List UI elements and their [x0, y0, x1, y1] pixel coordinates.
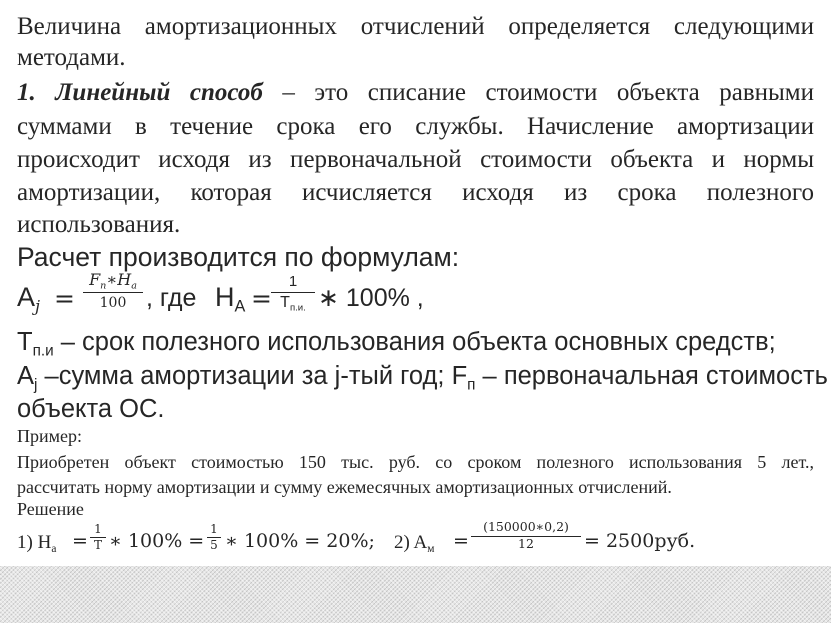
- solution-1-fraction-2: 1 5: [207, 523, 221, 551]
- definition-aj-line-2: объекта ОС.: [17, 395, 165, 423]
- method1-text-1: – это списание стоимости объекта равными: [262, 79, 814, 106]
- example-line-2: рассчитать норму амортизации и сумму ежемесячных амортизационных отчислений.: [17, 477, 672, 497]
- definition-tpi: $T_{п.и}$ – срок полезного использования объекта основных средств;: [17, 328, 776, 360]
- formula2-denominator: $T_{п.и.}$: [280, 294, 306, 314]
- formula1-lhs: $A_j$: [17, 282, 41, 316]
- formulas-intro: Расчет производится по формулам:: [17, 242, 460, 272]
- formula1-numerator: $F_n∗H_a$: [89, 270, 137, 292]
- formula1-fraction: [83, 272, 143, 310]
- formula1-denominator: 100: [99, 295, 127, 311]
- formula2-rest: ∗ 100% ,: [318, 284, 424, 312]
- hatched-footer-band: [0, 566, 831, 623]
- solution-label: Решение: [17, 499, 84, 519]
- solution-2-rest: = 2500руб.: [584, 530, 696, 552]
- intro-line-1: Величина амортизационных отчислений определяется следующими: [17, 13, 814, 40]
- solution-1-eq: =: [72, 530, 88, 552]
- formula1-eq: =: [54, 284, 75, 313]
- formula-where: , где: [146, 284, 197, 312]
- solution-2-prefix: 2) $A_м$: [394, 532, 435, 555]
- intro-line-2: методами.: [17, 44, 126, 71]
- solution-1-mid: ∗ 100% =: [109, 530, 205, 552]
- example-label: Пример:: [17, 426, 83, 446]
- solution-1-rest: ∗ 100% = 20%;: [225, 530, 375, 552]
- solution-2-fraction: (150000∗0,2) 12: [471, 521, 581, 550]
- method1-title: 1. Линейный способ: [17, 79, 263, 106]
- solution-1-fraction-1: 1 T: [90, 523, 106, 551]
- example-line-1: Приобретен объект стоимостью 150 тыс. руб. со сроком полезного использования 5 лет.,: [17, 452, 814, 472]
- formula2-eq: =: [251, 284, 272, 313]
- formula2-lhs: $H_A$: [215, 282, 246, 316]
- solution-1-prefix: 1) $H_a$: [17, 532, 57, 555]
- method1-line-3: происходит исходя из первоначальной стоимости объекта и нормы: [17, 146, 814, 173]
- formula2-numerator: 1: [288, 273, 298, 290]
- method1-line-2: суммами в течение срока его службы. Начисление амортизации: [17, 113, 814, 140]
- formula2-fraction: [271, 273, 315, 314]
- method1-line-1: [17, 80, 814, 105]
- method1-line-4: амортизации, которая исчисляется исходя из срока полезного: [17, 179, 814, 206]
- method1-line-5: использования.: [17, 211, 181, 238]
- solution-2-eq: =: [453, 530, 469, 552]
- definition-aj: $A_j$ –сумма амортизации за j-тый год; $F_п$ – первоначальная стоимость: [17, 362, 828, 394]
